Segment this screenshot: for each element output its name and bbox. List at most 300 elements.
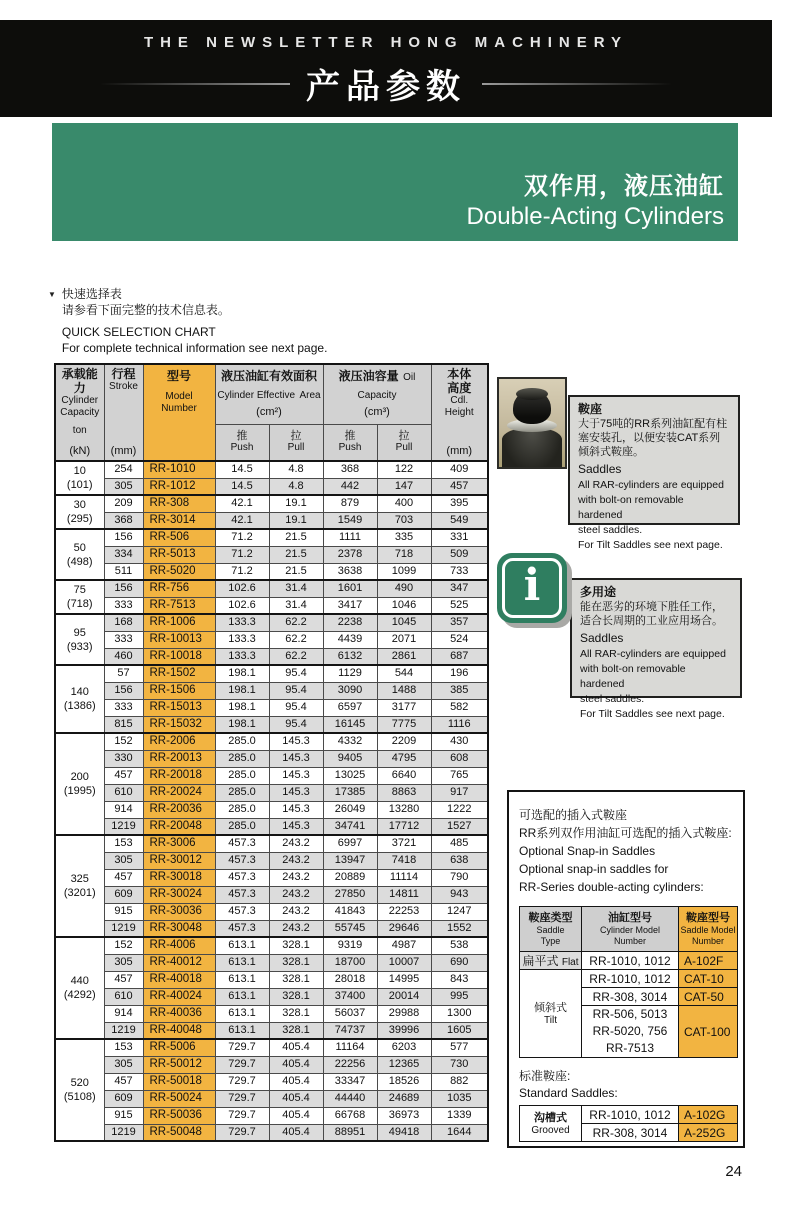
model-cell: RR-506, 5013 RR-5020, 756 RR-7513 <box>582 1006 679 1058</box>
table-row <box>520 952 738 970</box>
value-cell: 31.4 <box>269 580 323 597</box>
value-cell: 88951 <box>323 1124 377 1141</box>
table-row <box>55 478 488 495</box>
model-cell: RR-20036 <box>143 801 215 818</box>
value-cell: 285.0 <box>215 750 269 767</box>
saddle-code-cell: CAT-100 <box>679 1006 738 1058</box>
value-cell: 405.4 <box>269 1039 323 1056</box>
model-cell: RR-40018 <box>143 971 215 988</box>
value-cell: 4987 <box>377 937 431 954</box>
table-row <box>55 1056 488 1073</box>
subheader-oil-pull: 拉 Pull <box>377 424 431 461</box>
saddle-code-cell: A-102G <box>679 1106 738 1124</box>
stroke-cell: 368 <box>104 512 143 529</box>
quick-selection-table <box>54 363 489 1142</box>
value-cell: 6132 <box>323 648 377 665</box>
value-cell: 442 <box>323 478 377 495</box>
model-cell: RR-2006 <box>143 733 215 750</box>
value-cell: 285.0 <box>215 767 269 784</box>
value-cell: 24689 <box>377 1090 431 1107</box>
value-cell: 328.1 <box>269 937 323 954</box>
value-cell: 347 <box>431 580 488 597</box>
table-row <box>520 970 738 988</box>
value-cell: 2209 <box>377 733 431 750</box>
table-row <box>520 1106 738 1124</box>
value-cell: 328.1 <box>269 1022 323 1039</box>
value-cell: 729.7 <box>215 1107 269 1124</box>
value-cell: 9405 <box>323 750 377 767</box>
model-cell: RR-3014 <box>143 512 215 529</box>
stroke-cell: 156 <box>104 682 143 699</box>
value-cell: 729.7 <box>215 1039 269 1056</box>
value-cell: 4.8 <box>269 478 323 495</box>
value-cell: 10007 <box>377 954 431 971</box>
value-cell: 879 <box>323 495 377 512</box>
info-body-en: steel saddles. <box>580 693 645 705</box>
value-cell: 18700 <box>323 954 377 971</box>
model-cell: RR-5020 <box>143 563 215 580</box>
value-cell: 33347 <box>323 1073 377 1090</box>
stroke-cell: 153 <box>104 835 143 852</box>
value-cell: 4332 <box>323 733 377 750</box>
hero-title-en: Double-Acting Cylinders <box>466 203 724 230</box>
subheader-oil-push: 推 Push <box>323 424 377 461</box>
value-cell: 1046 <box>377 597 431 614</box>
table-row <box>55 614 488 631</box>
stroke-cell: 305 <box>104 478 143 495</box>
model-cell: RR-308 <box>143 495 215 512</box>
value-cell: 4795 <box>377 750 431 767</box>
value-cell: 1644 <box>431 1124 488 1141</box>
value-cell: 9319 <box>323 937 377 954</box>
value-cell: 6640 <box>377 767 431 784</box>
value-cell: 21.5 <box>269 546 323 563</box>
table-row <box>55 1073 488 1090</box>
capacity-cell: 440 (4292) <box>55 937 104 1039</box>
value-cell: 405.4 <box>269 1124 323 1141</box>
value-cell: 582 <box>431 699 488 716</box>
value-cell: 687 <box>431 648 488 665</box>
value-cell: 882 <box>431 1073 488 1090</box>
table-row <box>55 699 488 716</box>
capacity-cell: 10 (101) <box>55 461 104 495</box>
info-body-en: All RAR-cylinders are equipped <box>580 648 726 660</box>
stroke-cell: 1219 <box>104 1124 143 1141</box>
value-cell: 71.2 <box>215 529 269 546</box>
stroke-cell: 511 <box>104 563 143 580</box>
model-cell: RR-40048 <box>143 1022 215 1039</box>
value-cell: 147 <box>377 478 431 495</box>
standard-saddles-title-zh: 标准鞍座: <box>519 1069 571 1083</box>
value-cell: 12365 <box>377 1056 431 1073</box>
value-cell: 2378 <box>323 546 377 563</box>
table-row <box>55 563 488 580</box>
table-row <box>55 750 488 767</box>
value-cell: 1247 <box>431 903 488 920</box>
stroke-cell: 152 <box>104 733 143 750</box>
value-cell: 368 <box>323 461 377 478</box>
table-row <box>55 1022 488 1039</box>
value-cell: 27850 <box>323 886 377 903</box>
table-row <box>55 784 488 801</box>
value-cell: 95.4 <box>269 682 323 699</box>
value-cell: 285.0 <box>215 801 269 818</box>
stroke-cell: 305 <box>104 1056 143 1073</box>
snapin-table <box>519 906 738 1058</box>
type-cell: 倾斜式 Tilt <box>520 970 582 1058</box>
value-cell: 331 <box>431 529 488 546</box>
value-cell: 14.5 <box>215 478 269 495</box>
value-cell: 14811 <box>377 886 431 903</box>
value-cell: 1045 <box>377 614 431 631</box>
value-cell: 285.0 <box>215 818 269 835</box>
value-cell: 196 <box>431 665 488 682</box>
stroke-cell: 914 <box>104 801 143 818</box>
value-cell: 6203 <box>377 1039 431 1056</box>
stroke-cell: 915 <box>104 903 143 920</box>
value-cell: 457.3 <box>215 920 269 937</box>
header-collapsed-height: 本体 高度 Cdl. Height (mm) <box>431 364 488 461</box>
header-effective-area: 液压油缸有效面积 Cylinder Effective Area (cm²) <box>215 364 323 424</box>
value-cell: 95.4 <box>269 716 323 733</box>
stroke-cell: 457 <box>104 1073 143 1090</box>
value-cell: 3090 <box>323 682 377 699</box>
stroke-cell: 457 <box>104 971 143 988</box>
capacity-cell: 75 (718) <box>55 580 104 614</box>
versatility-panel <box>570 578 742 720</box>
stroke-cell: 333 <box>104 597 143 614</box>
table-row <box>55 580 488 597</box>
snapin-line: Optional snap-in saddles for <box>519 862 669 876</box>
value-cell: 62.2 <box>269 648 323 665</box>
table-row <box>55 1107 488 1124</box>
value-cell: 843 <box>431 971 488 988</box>
stroke-cell: 815 <box>104 716 143 733</box>
stroke-cell: 305 <box>104 852 143 869</box>
value-cell: 20889 <box>323 869 377 886</box>
value-cell: 71.2 <box>215 563 269 580</box>
stroke-cell: 915 <box>104 1107 143 1124</box>
saddles-panel <box>568 395 740 551</box>
value-cell: 718 <box>377 546 431 563</box>
value-cell: 729.7 <box>215 1073 269 1090</box>
stroke-cell: 156 <box>104 529 143 546</box>
stroke-cell: 1219 <box>104 818 143 835</box>
value-cell: 405.4 <box>269 1107 323 1124</box>
value-cell: 198.1 <box>215 665 269 682</box>
value-cell: 95.4 <box>269 699 323 716</box>
model-cell: RR-7513 <box>143 597 215 614</box>
value-cell: 4.8 <box>269 461 323 478</box>
value-cell: 328.1 <box>269 971 323 988</box>
value-cell: 613.1 <box>215 954 269 971</box>
saddles-body-en: steel saddles. <box>578 524 643 536</box>
snapin-header-cylinder-model: 油缸型号 Cylinder Model Number <box>582 907 679 952</box>
value-cell: 56037 <box>323 1005 377 1022</box>
standard-saddles-table <box>519 1105 738 1142</box>
table-row <box>55 767 488 784</box>
value-cell: 243.2 <box>269 869 323 886</box>
value-cell: 1111 <box>323 529 377 546</box>
model-cell: RR-50018 <box>143 1073 215 1090</box>
info-title-zh: 多用途 <box>580 585 617 599</box>
stroke-cell: 305 <box>104 954 143 971</box>
saddle-code-cell: CAT-50 <box>679 988 738 1006</box>
table-row <box>55 733 488 750</box>
stroke-cell: 333 <box>104 631 143 648</box>
value-cell: 1099 <box>377 563 431 580</box>
stroke-cell: 153 <box>104 1039 143 1056</box>
model-cell: RR-30024 <box>143 886 215 903</box>
value-cell: 42.1 <box>215 495 269 512</box>
model-cell: RR-308, 3014 <box>582 988 679 1006</box>
value-cell: 19.1 <box>269 512 323 529</box>
subheader-area-push: 推 Push <box>215 424 269 461</box>
value-cell: 36973 <box>377 1107 431 1124</box>
value-cell: 7418 <box>377 852 431 869</box>
value-cell: 95.4 <box>269 665 323 682</box>
value-cell: 765 <box>431 767 488 784</box>
value-cell: 524 <box>431 631 488 648</box>
stroke-cell: 609 <box>104 886 143 903</box>
model-cell: RR-20013 <box>143 750 215 767</box>
value-cell: 198.1 <box>215 682 269 699</box>
value-cell: 243.2 <box>269 920 323 937</box>
table-row <box>55 1039 488 1056</box>
value-cell: 538 <box>431 937 488 954</box>
saddle-photo <box>497 377 567 469</box>
value-cell: 3638 <box>323 563 377 580</box>
value-cell: 14995 <box>377 971 431 988</box>
value-cell: 3417 <box>323 597 377 614</box>
hero-text <box>467 166 724 231</box>
value-cell: 608 <box>431 750 488 767</box>
value-cell: 4439 <box>323 631 377 648</box>
stroke-cell: 254 <box>104 461 143 478</box>
value-cell: 145.3 <box>269 801 323 818</box>
value-cell: 457.3 <box>215 869 269 886</box>
value-cell: 485 <box>431 835 488 852</box>
table-row <box>55 818 488 835</box>
value-cell: 13025 <box>323 767 377 784</box>
stroke-cell: 914 <box>104 1005 143 1022</box>
value-cell: 133.3 <box>215 631 269 648</box>
value-cell: 42.1 <box>215 512 269 529</box>
brand-text: THE NEWSLETTER HONG MACHINERY <box>143 34 629 51</box>
table-row <box>55 648 488 665</box>
model-cell: RR-756 <box>143 580 215 597</box>
value-cell: 285.0 <box>215 733 269 750</box>
stroke-cell: 610 <box>104 988 143 1005</box>
value-cell: 613.1 <box>215 988 269 1005</box>
value-cell: 28018 <box>323 971 377 988</box>
stroke-cell: 609 <box>104 1090 143 1107</box>
snapin-saddles-panel <box>507 790 745 1148</box>
saddles-title-zh: 鞍座 <box>578 402 603 416</box>
model-cell: RR-506 <box>143 529 215 546</box>
header-model: 型号 Model Number <box>143 364 215 461</box>
model-cell: RR-5006 <box>143 1039 215 1056</box>
saddles-body-en: with bolt-on removable hardened <box>578 494 684 521</box>
value-cell: 790 <box>431 869 488 886</box>
model-cell: RR-1006 <box>143 614 215 631</box>
triangle-marker-icon: ▼ <box>48 290 56 299</box>
table-row <box>55 937 488 954</box>
model-cell: RR-15013 <box>143 699 215 716</box>
value-cell: 638 <box>431 852 488 869</box>
table-row <box>55 716 488 733</box>
model-cell: RR-30012 <box>143 852 215 869</box>
capacity-cell: 50 (498) <box>55 529 104 580</box>
value-cell: 285.0 <box>215 784 269 801</box>
model-cell: RR-5013 <box>143 546 215 563</box>
model-cell: RR-40024 <box>143 988 215 1005</box>
value-cell: 2861 <box>377 648 431 665</box>
model-cell: RR-10013 <box>143 631 215 648</box>
table-row <box>55 835 488 852</box>
value-cell: 17712 <box>377 818 431 835</box>
saddle-code-cell: A-102F <box>679 952 738 970</box>
value-cell: 133.3 <box>215 648 269 665</box>
value-cell: 29646 <box>377 920 431 937</box>
stroke-cell: 610 <box>104 784 143 801</box>
saddles-body-en: For Tilt Saddles see next page. <box>578 539 723 551</box>
value-cell: 39996 <box>377 1022 431 1039</box>
capacity-cell: 95 (933) <box>55 614 104 665</box>
page-title-row <box>0 59 772 108</box>
value-cell: 335 <box>377 529 431 546</box>
table-row <box>55 546 488 563</box>
model-cell: RR-308, 3014 <box>582 1124 679 1142</box>
value-cell: 917 <box>431 784 488 801</box>
value-cell: 55745 <box>323 920 377 937</box>
page-number: 24 <box>725 1163 742 1180</box>
type-cell: 扁平式 Flat <box>520 952 582 970</box>
value-cell: 8863 <box>377 784 431 801</box>
value-cell: 16145 <box>323 716 377 733</box>
model-cell: RR-50012 <box>143 1056 215 1073</box>
value-cell: 66768 <box>323 1107 377 1124</box>
page-title: 产品参数 <box>306 68 466 106</box>
snapin-line: 可选配的插入式鞍座 <box>519 808 628 822</box>
model-cell: RR-1010 <box>143 461 215 478</box>
value-cell: 243.2 <box>269 903 323 920</box>
table-row <box>55 682 488 699</box>
subheader-area-pull: 拉 Pull <box>269 424 323 461</box>
value-cell: 19.1 <box>269 495 323 512</box>
hero-title-zh: 双作用，液压油缸 <box>524 173 724 200</box>
value-cell: 943 <box>431 886 488 903</box>
table-row <box>55 886 488 903</box>
intro-block <box>48 286 327 356</box>
value-cell: 613.1 <box>215 971 269 988</box>
value-cell: 328.1 <box>269 1005 323 1022</box>
model-cell: RR-3006 <box>143 835 215 852</box>
value-cell: 18526 <box>377 1073 431 1090</box>
value-cell: 457.3 <box>215 886 269 903</box>
intro-zh-sub: 请参看下面完整的技术信息表。 <box>61 303 230 317</box>
saddles-title-en: Saddles <box>578 462 622 476</box>
value-cell: 1605 <box>431 1022 488 1039</box>
title-line-left <box>100 83 290 85</box>
value-cell: 31.4 <box>269 597 323 614</box>
stroke-cell: 156 <box>104 580 143 597</box>
saddle-code-cell: A-252G <box>679 1124 738 1142</box>
capacity-cell: 200 (1995) <box>55 733 104 835</box>
value-cell: 243.2 <box>269 852 323 869</box>
value-cell: 1549 <box>323 512 377 529</box>
top-banner <box>0 20 772 117</box>
value-cell: 13280 <box>377 801 431 818</box>
capacity-cell: 30 (295) <box>55 495 104 529</box>
value-cell: 729.7 <box>215 1090 269 1107</box>
value-cell: 395 <box>431 495 488 512</box>
value-cell: 22256 <box>323 1056 377 1073</box>
value-cell: 729.7 <box>215 1124 269 1141</box>
value-cell: 74737 <box>323 1022 377 1039</box>
value-cell: 243.2 <box>269 886 323 903</box>
value-cell: 995 <box>431 988 488 1005</box>
info-icon: i <box>497 553 567 623</box>
value-cell: 613.1 <box>215 1005 269 1022</box>
model-cell: RR-10018 <box>143 648 215 665</box>
value-cell: 730 <box>431 1056 488 1073</box>
intro-en-title: QUICK SELECTION CHART <box>61 325 216 339</box>
value-cell: 525 <box>431 597 488 614</box>
value-cell: 26049 <box>323 801 377 818</box>
table-row <box>55 801 488 818</box>
snapin-line: Optional Snap-in Saddles <box>519 844 656 858</box>
value-cell: 3721 <box>377 835 431 852</box>
table-row <box>55 903 488 920</box>
value-cell: 29988 <box>377 1005 431 1022</box>
value-cell: 34741 <box>323 818 377 835</box>
stroke-cell: 1219 <box>104 920 143 937</box>
header-capacity: 承载能力 Cylinder Capacity ton (kN) <box>55 364 104 461</box>
model-cell: RR-15032 <box>143 716 215 733</box>
snapin-line: RR-Series double-acting cylinders: <box>519 880 704 894</box>
value-cell: 430 <box>431 733 488 750</box>
value-cell: 1300 <box>431 1005 488 1022</box>
value-cell: 145.3 <box>269 784 323 801</box>
value-cell: 6997 <box>323 835 377 852</box>
table-row <box>55 954 488 971</box>
value-cell: 1129 <box>323 665 377 682</box>
model-cell: RR-30036 <box>143 903 215 920</box>
info-title-en: Saddles <box>580 631 624 645</box>
value-cell: 405.4 <box>269 1056 323 1073</box>
value-cell: 13947 <box>323 852 377 869</box>
value-cell: 20014 <box>377 988 431 1005</box>
stroke-cell: 457 <box>104 869 143 886</box>
value-cell: 17385 <box>323 784 377 801</box>
value-cell: 729.7 <box>215 1056 269 1073</box>
model-cell: RR-1010, 1012 <box>582 1106 679 1124</box>
table-row <box>55 1090 488 1107</box>
table-row <box>55 529 488 546</box>
model-cell: RR-1506 <box>143 682 215 699</box>
value-cell: 1035 <box>431 1090 488 1107</box>
value-cell: 544 <box>377 665 431 682</box>
value-cell: 400 <box>377 495 431 512</box>
model-cell: RR-20024 <box>143 784 215 801</box>
stroke-cell: 168 <box>104 614 143 631</box>
value-cell: 62.2 <box>269 631 323 648</box>
value-cell: 198.1 <box>215 699 269 716</box>
table-row <box>55 495 488 512</box>
hero-banner <box>52 123 738 241</box>
header-oil-capacity: 液压油容量 Oil Capacity (cm³) <box>323 364 431 424</box>
